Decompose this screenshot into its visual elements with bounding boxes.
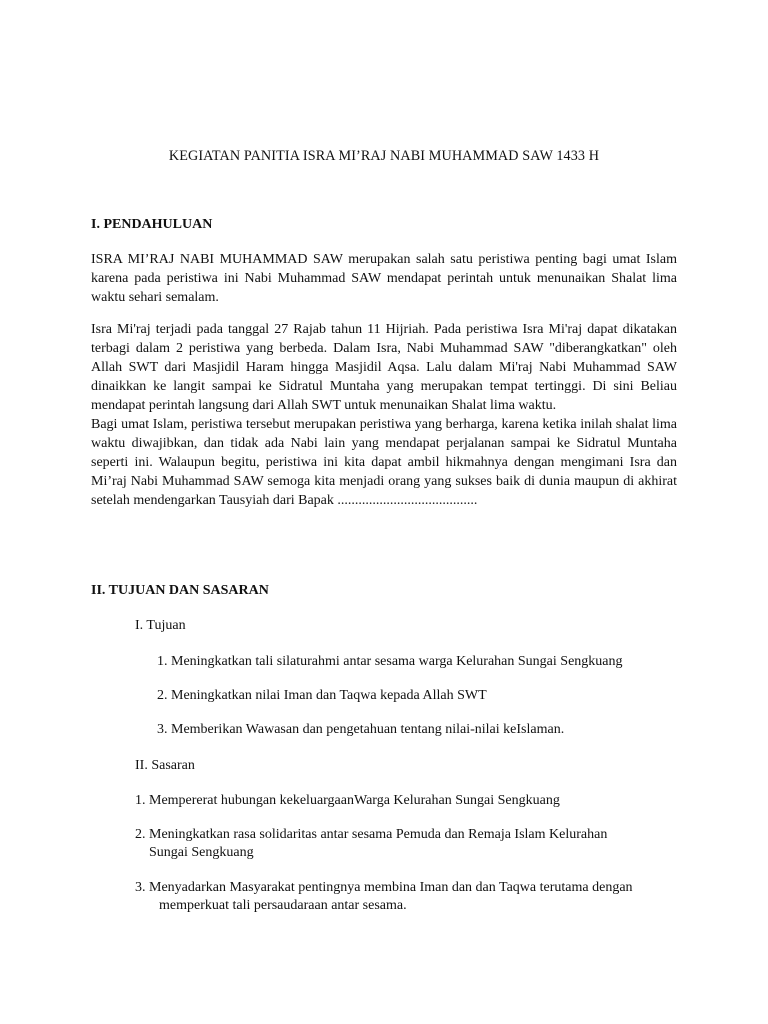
tujuan-item: 1. Meningkatkan tali silaturahmi antar sesama warga Kelurahan Sungai Sengkuang — [157, 654, 623, 669]
sasaran-item-continuation: Sungai Sengkuang — [149, 845, 254, 860]
sasaran-item-continuation: memperkuat tali persaudaraan antar sesama. — [159, 898, 407, 913]
tujuan-item: 2. Meningkatkan nilai Iman dan Taqwa kepada Allah SWT — [157, 688, 487, 703]
sasaran-item-line: 2. Meningkatkan rasa solidaritas antar sesama Pemuda dan Remaja Islam Kelurahan — [135, 827, 608, 842]
section-heading-pendahuluan: I. PENDAHULUAN — [91, 217, 213, 232]
tujuan-item: 3. Memberikan Wawasan dan pengetahuan tentang nilai-nilai keIslaman. — [157, 722, 565, 737]
paragraph-hikmah: Bagi umat Islam, peristiwa tersebut merupakan peristiwa yang berharga, karena ketika inilah shalat lima waktu diwajibkan, dan tidak ada Nabi lain yang mendapat perjalanan sampai ke Sidratul Muntaha seperti ini. Walaupun begitu, peristiwa ini kita dapat ambil hikmahnya dengan mengimani Isra dan Mi’raj Nabi Muhammad SAW semoga kita menjadi orang yang sukses baik di dunia maupun di akhirat setelah mendengarkan Tausyiah dari Bapak ........................................ — [91, 417, 677, 508]
section-heading-tujuan-sasaran: II. TUJUAN DAN SASARAN — [91, 583, 269, 598]
subheading-sasaran: II. Sasaran — [135, 758, 195, 773]
subheading-tujuan: I. Tujuan — [135, 618, 186, 633]
document-title: KEGIATAN PANITIA ISRA MI’RAJ NABI MUHAMMAD SAW 1433 H — [168, 148, 600, 164]
sasaran-item-line: 1. Mempererat hubungan kekeluargaanWarga Kelurahan Sungai Sengkuang — [135, 793, 560, 808]
paragraph-intro: ISRA MI’RAJ NABI MUHAMMAD SAW merupakan salah satu peristiwa penting bagi umat Islam karena pada peristiwa ini Nabi Muhammad SAW mendapat perintah untuk menunaikan Shalat lima waktu sehari semalam. — [91, 252, 677, 305]
sasaran-item — [135, 879, 675, 915]
sasaran-item — [135, 792, 675, 810]
paragraph-isra-miraj: Isra Mi'raj terjadi pada tanggal 27 Rajab tahun 11 Hijriah. Pada peristiwa Isra Mi'raj dapat dikatakan terbagi dalam 2 peristiwa yang berbeda. Dalam Isra, Nabi Muhammad SAW "diberangkatkan" oleh Allah SWT dari Masjidil Haram hingga Masjidil Aqsa. Lalu dalam Mi'raj Nabi Muhammad SAW dinaikkan ke langit sampai ke Sidratul Muntaha yang merupakan tempat tertinggi. Di sini Beliau mendapat perintah langsung dari Allah SWT untuk menunaikan Shalat lima waktu. — [91, 322, 677, 413]
sasaran-item-line: 3. Menyadarkan Masyarakat pentingnya membina Iman dan dan Taqwa terutama dengan — [135, 880, 633, 895]
sasaran-item — [135, 826, 675, 862]
